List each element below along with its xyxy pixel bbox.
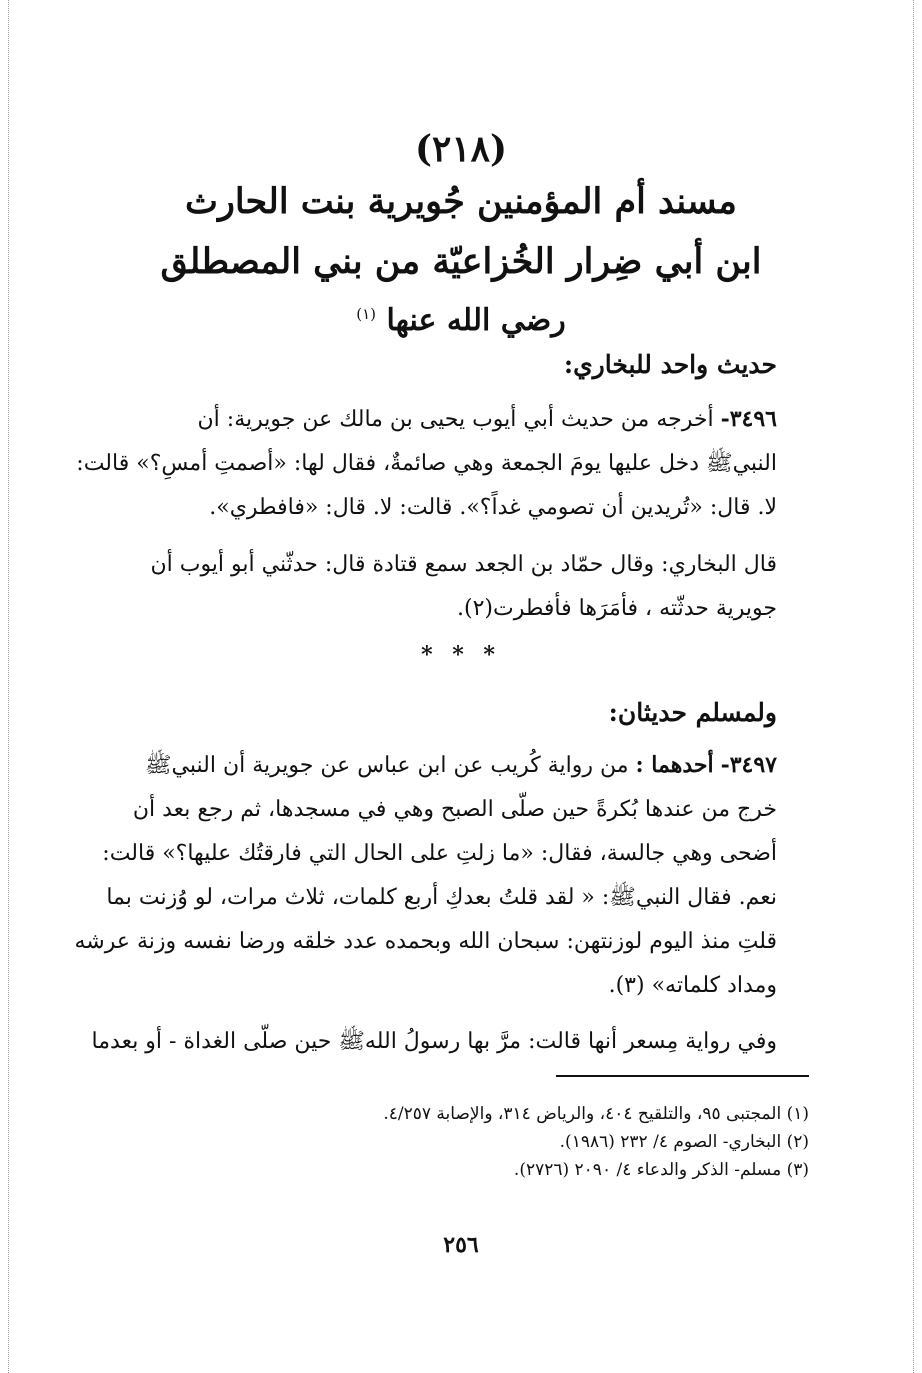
hadith-3497-line-6: ومداد كلماته» (٣). — [608, 973, 777, 998]
hadith-3496-line-3: لا. قال: «تُريدين أن تصومي غداً؟». قالت: لا. قال: «فافطري». — [209, 495, 777, 520]
section-heading-muslim: ولمسلم حديثان: — [608, 698, 777, 727]
hadith-3497-line-1 — [72, 743, 777, 788]
footnote-3: (٣) مسلم- الذكر والدعاء ٤/ ٢٠٩٠ (٢٧٢٦). — [513, 1160, 809, 1180]
title-line-1: مسند أم المؤمنين جُويرية بنت الحارث — [185, 181, 737, 222]
title-line-2: ابن أبي ضِرار الخُزاعيّة من بني المصطلق — [160, 241, 762, 282]
misar-narration — [72, 1020, 777, 1064]
hadith-number: ٣٤٩٦- — [720, 406, 777, 432]
bukhari-note-text: جويرية حدثّته ، فأمَرَها فأفطرت — [492, 596, 777, 621]
hadith-3496-line-1 — [72, 397, 777, 442]
hadith-3497-line-4: نعم. فقال النبيﷺ: « لقد قلتُ بعدكِ أربع كلمات، ثلاث مرات، لو وُزنت بما — [106, 885, 777, 910]
page-number: ٢٥٦ — [443, 1232, 479, 1258]
hadith-3497-line-3: أضحى وهي جالسة، فقال: «ما زلتِ على الحال التي فارقتُك عليها؟» قالت: — [102, 841, 777, 866]
bukhari-note-line-1: قال البخاري: وقال حمّاد بن الجعد سمع قتادة قال: حدثّني أبو أيوب أن — [150, 552, 777, 577]
title-line-3-text: رضي الله عنها — [386, 303, 566, 338]
section-heading-bukhari: حديث واحد للبخاري: — [563, 350, 777, 379]
misar-narration-line-1: وفي رواية مِسعر أنها قالت: مرَّ بها رسولُ اللهﷺ حين صلّى الغداة - أو بعدما — [91, 1029, 777, 1054]
footnotes — [72, 1100, 809, 1184]
hadith-3497-line-2: خرج من عندها بُكرةً حين صلّى الصبح وهي في مسجدها، ثم رجع بعد أن — [132, 797, 777, 822]
footnote-1: (١) المجتبى ٩٥، والتلقيح ٤٠٤، والرياض ٣١٤، والإصابة ٤/٢٥٧. — [383, 1104, 809, 1124]
bukhari-note-line-2 — [72, 587, 777, 631]
footnote-rule — [556, 1075, 809, 1077]
hadith-text: أخرجه من حديث أبي أيوب يحيى بن مالك عن جويرية: أن — [197, 407, 714, 432]
hadith-3497 — [72, 743, 777, 1008]
footnote-2: (٢) البخاري- الصوم ٤/ ٢٣٢ (١٩٨٦). — [559, 1132, 809, 1152]
hadith-lead: أحدهما : — [635, 752, 714, 778]
hadith-number: ٣٤٩٧- — [720, 752, 777, 778]
hadith-text: من رواية كُريب عن ابن عباس عن جويرية أن النبيﷺ — [144, 753, 629, 778]
hadith-3496-line-2: النبيﷺ دخل عليها يومَ الجمعة وهي صائمةٌ، فقال لها: «أصمتِ أمسِ؟» قالت: — [76, 451, 777, 476]
chapter-number: (٢١٨) — [414, 128, 508, 170]
footnote-ref-2: (٢). — [456, 596, 493, 621]
bukhari-note — [72, 543, 777, 631]
hadith-3497-line-5: قلتِ منذ اليوم لوزنتهن: سبحان الله وبحمده عدد خلقه ورضا نفسه وزنة عرشه — [74, 929, 777, 954]
title-line-3 — [0, 290, 922, 345]
title-footnote-ref: (١) — [356, 305, 377, 323]
section-separator: * * * — [421, 642, 501, 668]
hadith-3496 — [72, 397, 777, 530]
